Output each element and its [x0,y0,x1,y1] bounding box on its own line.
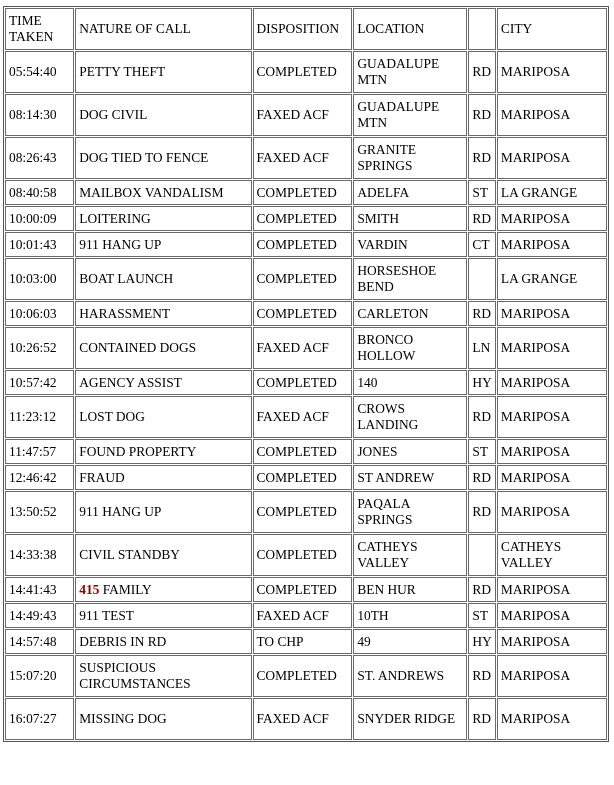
table-row [5,301,607,326]
cell-disposition: FAXED ACF [253,698,353,740]
cell-city: LA GRANGE [497,180,607,205]
cell-nature-of-call: DOG TIED TO FENCE [75,137,251,179]
cell-disposition: COMPLETED [253,370,353,395]
header-street-suffix [468,8,496,50]
header-disposition: DISPOSITION [253,8,353,50]
call-log-table [3,6,609,742]
cell-time-taken: 13:50:52 [5,491,74,533]
cell-city: MARIPOSA [497,698,607,740]
cell-location: SMITH [353,206,467,231]
header-location: LOCATION [353,8,467,50]
cell-nature-of-call: BOAT LAUNCH [75,258,251,300]
cell-street-suffix: RD [468,301,496,326]
cell-disposition: FAXED ACF [253,94,353,136]
cell-location: ADELFA [353,180,467,205]
cell-street-suffix: CT [468,232,496,257]
table-row [5,577,607,602]
cell-city: MARIPOSA [497,655,607,697]
cell-street-suffix: RD [468,396,496,438]
call-log-body [5,51,607,740]
cell-time-taken: 08:26:43 [5,137,74,179]
cell-time-taken: 14:49:43 [5,603,74,628]
cell-city: MARIPOSA [497,629,607,654]
cell-nature-of-call: CONTAINED DOGS [75,327,251,369]
table-row [5,603,607,628]
cell-nature-of-call: 911 TEST [75,603,251,628]
cell-nature-of-call: AGENCY ASSIST [75,370,251,395]
table-row [5,51,607,93]
table-row [5,180,607,205]
cell-city: MARIPOSA [497,439,607,464]
cell-city: CATHEYS VALLEY [497,534,607,576]
cell-city: MARIPOSA [497,301,607,326]
cell-time-taken: 08:40:58 [5,180,74,205]
cell-street-suffix: ST [468,439,496,464]
cell-location: ST. ANDREWS [353,655,467,697]
cell-disposition: COMPLETED [253,258,353,300]
header-nature-of-call: NATURE OF CALL [75,8,251,50]
header-time-line1: TIME [9,13,42,28]
cell-street-suffix [468,534,496,576]
cell-disposition: COMPLETED [253,577,353,602]
cell-time-taken: 12:46:42 [5,465,74,490]
cell-street-suffix: ST [468,603,496,628]
table-row [5,232,607,257]
cell-nature-of-call: MISSING DOG [75,698,251,740]
cell-street-suffix: RD [468,491,496,533]
cell-city: MARIPOSA [497,603,607,628]
table-row [5,370,607,395]
cell-time-taken: 11:23:12 [5,396,74,438]
cell-city: MARIPOSA [497,370,607,395]
cell-street-suffix: RD [468,577,496,602]
table-row [5,655,607,697]
table-row [5,137,607,179]
cell-time-taken: 10:06:03 [5,301,74,326]
cell-disposition: COMPLETED [253,465,353,490]
cell-city: MARIPOSA [497,232,607,257]
table-row [5,698,607,740]
penal-code-number: 415 [79,581,100,597]
cell-location: 140 [353,370,467,395]
cell-city: MARIPOSA [497,137,607,179]
cell-city: MARIPOSA [497,465,607,490]
cell-location: ST ANDREW [353,465,467,490]
cell-time-taken: 08:14:30 [5,94,74,136]
cell-nature-of-call: DOG CIVIL [75,94,251,136]
nature-text: FAMILY [102,581,152,597]
cell-nature-of-call: LOST DOG [75,396,251,438]
table-row [5,206,607,231]
cell-nature-of-call: SUSPICIOUS CIRCUMSTANCES [75,655,251,697]
cell-street-suffix: ST [468,180,496,205]
table-row [5,439,607,464]
cell-location: BRONCO HOLLOW [353,327,467,369]
cell-nature-of-call: MAILBOX VANDALISM [75,180,251,205]
cell-street-suffix: RD [468,137,496,179]
header-time-line2: TAKEN [9,29,54,44]
cell-disposition: FAXED ACF [253,327,353,369]
cell-city: MARIPOSA [497,577,607,602]
cell-location: 10TH [353,603,467,628]
cell-street-suffix: LN [468,327,496,369]
cell-location: JONES [353,439,467,464]
cell-location: PAQALA SPRINGS [353,491,467,533]
cell-street-suffix: HY [468,629,496,654]
cell-location: GUADALUPE MTN [353,94,467,136]
cell-city: MARIPOSA [497,491,607,533]
header-city: CITY [497,8,607,50]
cell-disposition: COMPLETED [253,439,353,464]
cell-location: HORSESHOE BEND [353,258,467,300]
cell-street-suffix: RD [468,94,496,136]
cell-nature-of-call: CIVIL STANDBY [75,534,251,576]
cell-time-taken: 14:33:38 [5,534,74,576]
cell-city: MARIPOSA [497,396,607,438]
cell-location: CROWS LANDING [353,396,467,438]
cell-street-suffix: RD [468,465,496,490]
table-header-row [5,8,607,50]
cell-disposition: COMPLETED [253,534,353,576]
cell-nature-of-call: 911 HANG UP [75,491,251,533]
cell-time-taken: 10:03:00 [5,258,74,300]
cell-time-taken: 15:07:20 [5,655,74,697]
table-row [5,94,607,136]
cell-time-taken: 10:00:09 [5,206,74,231]
cell-disposition: COMPLETED [253,206,353,231]
cell-time-taken: 10:26:52 [5,327,74,369]
cell-nature-of-call: 911 HANG UP [75,232,251,257]
cell-city: MARIPOSA [497,51,607,93]
cell-nature-of-call: LOITERING [75,206,251,231]
cell-disposition: COMPLETED [253,491,353,533]
cell-time-taken: 11:47:57 [5,439,74,464]
cell-street-suffix [468,258,496,300]
table-row [5,491,607,533]
cell-location: CARLETON [353,301,467,326]
cell-street-suffix: HY [468,370,496,395]
cell-city: LA GRANGE [497,258,607,300]
cell-time-taken: 14:57:48 [5,629,74,654]
cell-location: CATHEYS VALLEY [353,534,467,576]
cell-city: MARIPOSA [497,206,607,231]
cell-time-taken: 14:41:43 [5,577,74,602]
cell-nature-of-call: DEBRIS IN RD [75,629,251,654]
cell-time-taken: 10:01:43 [5,232,74,257]
cell-nature-of-call: PETTY THEFT [75,51,251,93]
cell-time-taken: 10:57:42 [5,370,74,395]
cell-disposition: FAXED ACF [253,603,353,628]
cell-location: 49 [353,629,467,654]
cell-city: MARIPOSA [497,94,607,136]
table-row [5,327,607,369]
cell-location: GRANITE SPRINGS [353,137,467,179]
cell-time-taken: 05:54:40 [5,51,74,93]
cell-street-suffix: RD [468,698,496,740]
cell-disposition: COMPLETED [253,180,353,205]
cell-disposition: TO CHP [253,629,353,654]
cell-nature-of-call: FRAUD [75,465,251,490]
cell-disposition: COMPLETED [253,655,353,697]
cell-location: VARDIN [353,232,467,257]
cell-nature-of-call: HARASSMENT [75,301,251,326]
table-row [5,629,607,654]
cell-location: SNYDER RIDGE [353,698,467,740]
table-row [5,465,607,490]
cell-disposition: FAXED ACF [253,137,353,179]
table-row [5,534,607,576]
table-row [5,396,607,438]
cell-disposition: COMPLETED [253,232,353,257]
cell-disposition: FAXED ACF [253,396,353,438]
header-time-taken [5,8,74,50]
cell-street-suffix: RD [468,51,496,93]
cell-time-taken: 16:07:27 [5,698,74,740]
cell-location: GUADALUPE MTN [353,51,467,93]
table-row [5,258,607,300]
cell-city: MARIPOSA [497,327,607,369]
cell-disposition: COMPLETED [253,301,353,326]
cell-street-suffix: RD [468,206,496,231]
cell-nature-of-call [75,577,251,602]
cell-disposition: COMPLETED [253,51,353,93]
cell-nature-of-call: FOUND PROPERTY [75,439,251,464]
cell-location: BEN HUR [353,577,467,602]
cell-street-suffix: RD [468,655,496,697]
